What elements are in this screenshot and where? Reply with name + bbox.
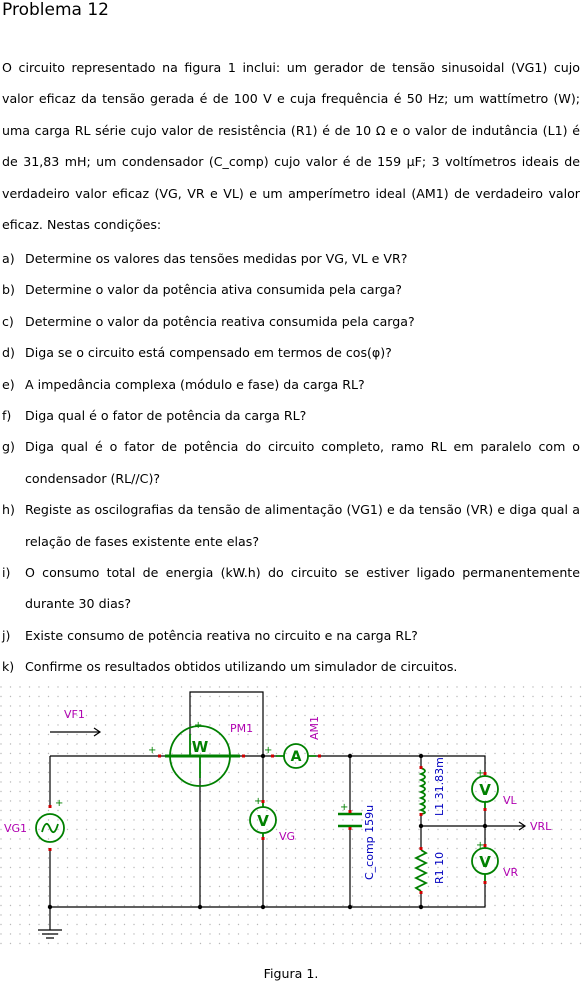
question-item	[2, 620, 580, 651]
junction-dot	[261, 905, 265, 909]
question-text: Determine o valor da potência reativa consumida pela carga?	[25, 313, 415, 329]
question-label: i)	[2, 565, 11, 581]
question-label: j)	[2, 627, 11, 643]
questions-list	[2, 243, 580, 683]
page-title: Problema 12	[2, 0, 109, 20]
question-label: e)	[2, 376, 15, 392]
terminal-mark	[349, 810, 352, 813]
terminal-mark	[318, 755, 321, 758]
question-item	[2, 369, 580, 400]
question-item	[2, 337, 580, 368]
question-text: Diga se o circuito está compensado em termos de cos(φ)?	[25, 345, 392, 361]
r1-label: R1 10	[433, 851, 446, 884]
terminal-mark	[262, 837, 265, 840]
grid-background	[0, 686, 582, 950]
wattmeter-symbol: W	[191, 738, 209, 756]
vf1-label: VF1	[64, 708, 85, 721]
terminal-mark	[49, 805, 52, 808]
question-item	[2, 557, 580, 620]
am1-label: AM1	[308, 715, 321, 740]
question-label: h)	[2, 502, 15, 518]
circuit-diagram	[0, 686, 582, 950]
plus-sign: +	[340, 802, 349, 813]
problem-statement: O circuito representado na figura 1 inclui: um gerador de tensão sinusoidal (VG1) cujo valor eficaz da tensão gerada é de 100 V e cuja frequência é 50 Hz; um wattímetro (W); uma carga RL série cujo valor de resistência (R1) é de 10 Ω e o valor de indutância (L1) é de 31,83 mH; um condensador (C_comp) cujo valor é de 159 μF; 3 voltímetros ideais de verdadeiro valor eficaz (VG, VR e VL) e um amperímetro ideal (AM1) de verdadeiro valor eficaz. Nestas condições:	[2, 60, 580, 233]
circuit-figure	[0, 686, 582, 950]
junction-dot	[419, 905, 423, 909]
plus-sign: +	[264, 745, 273, 756]
terminal-mark	[420, 847, 423, 850]
plus-sign: +	[476, 840, 485, 851]
question-text: Determine os valores das tensões medidas por VG, VL e VR?	[25, 251, 408, 266]
figure-caption: Figura 1.	[263, 966, 319, 981]
terminal-mark	[349, 827, 352, 830]
junction-dot	[48, 905, 52, 909]
voltmeter-vl-symbol: V	[479, 781, 491, 799]
plus-sign: +	[148, 745, 157, 756]
question-label: k)	[2, 659, 15, 675]
junction-dot	[419, 754, 423, 758]
terminal-mark	[49, 848, 52, 851]
junction-dot	[483, 824, 487, 828]
terminal-mark	[420, 813, 423, 816]
vg-label: VG	[279, 830, 296, 843]
question-label: d)	[2, 345, 15, 361]
question-item	[2, 431, 580, 494]
question-label: c)	[2, 313, 14, 329]
question-text: Confirme os resultados obtidos utilizando um simulador de circuitos.	[25, 659, 458, 675]
junction-dot	[419, 824, 423, 828]
question-text: Diga qual é o fator de potência do circuito completo, ramo RL em paralelo com o condensador (RL//C)?	[25, 439, 580, 486]
terminal-mark	[484, 881, 487, 884]
question-label: f)	[2, 408, 12, 424]
terminal-mark	[242, 755, 245, 758]
plus-sign: +	[55, 798, 64, 809]
question-label: b)	[2, 282, 15, 298]
c-comp-label: C_comp 159u	[363, 804, 376, 880]
plus-sign: +	[194, 720, 203, 731]
question-label: g)	[2, 439, 15, 455]
l1-label: L1 31.83m	[433, 757, 446, 816]
junction-dot	[348, 754, 352, 758]
question-item	[2, 400, 580, 431]
question-item	[2, 306, 580, 337]
voltmeter-vr-symbol: V	[479, 853, 491, 871]
question-item	[2, 651, 580, 682]
vl-label: VL	[503, 794, 517, 807]
question-text: O consumo total de energia (kW.h) do circuito se estiver ligado permanentemente durante 30 dias?	[25, 565, 580, 612]
ammeter-symbol: A	[290, 749, 302, 765]
voltmeter-vg-symbol: V	[257, 812, 269, 830]
terminal-mark	[484, 808, 487, 811]
vrl-label: VRL	[530, 820, 552, 833]
plus-sign: +	[254, 796, 263, 807]
question-text: Determine o valor da potência ativa consumida pela carga?	[25, 282, 402, 298]
question-text: Diga qual é o fator de potência da carga RL?	[25, 408, 307, 424]
question-item	[2, 494, 580, 557]
terminal-mark	[420, 766, 423, 769]
junction-dot	[198, 905, 202, 909]
question-text: A impedância complexa (módulo e fase) da carga RL?	[25, 376, 365, 392]
question-item	[2, 243, 580, 274]
plus-sign: +	[476, 768, 485, 779]
vr-label: VR	[503, 866, 519, 879]
question-item	[2, 274, 580, 305]
pm1-label: PM1	[230, 722, 254, 735]
question-text: Registe as oscilografias da tensão de alimentação (VG1) e da tensão (VR) e diga qual a relação de fases existente ente elas?	[25, 502, 580, 549]
junction-dot	[348, 905, 352, 909]
terminal-mark	[158, 755, 161, 758]
question-text: Existe consumo de potência reativa no circuito e na carga RL?	[25, 627, 418, 643]
question-label: a)	[2, 251, 15, 266]
vg1-label: VG1	[4, 822, 28, 835]
terminal-mark	[420, 891, 423, 894]
